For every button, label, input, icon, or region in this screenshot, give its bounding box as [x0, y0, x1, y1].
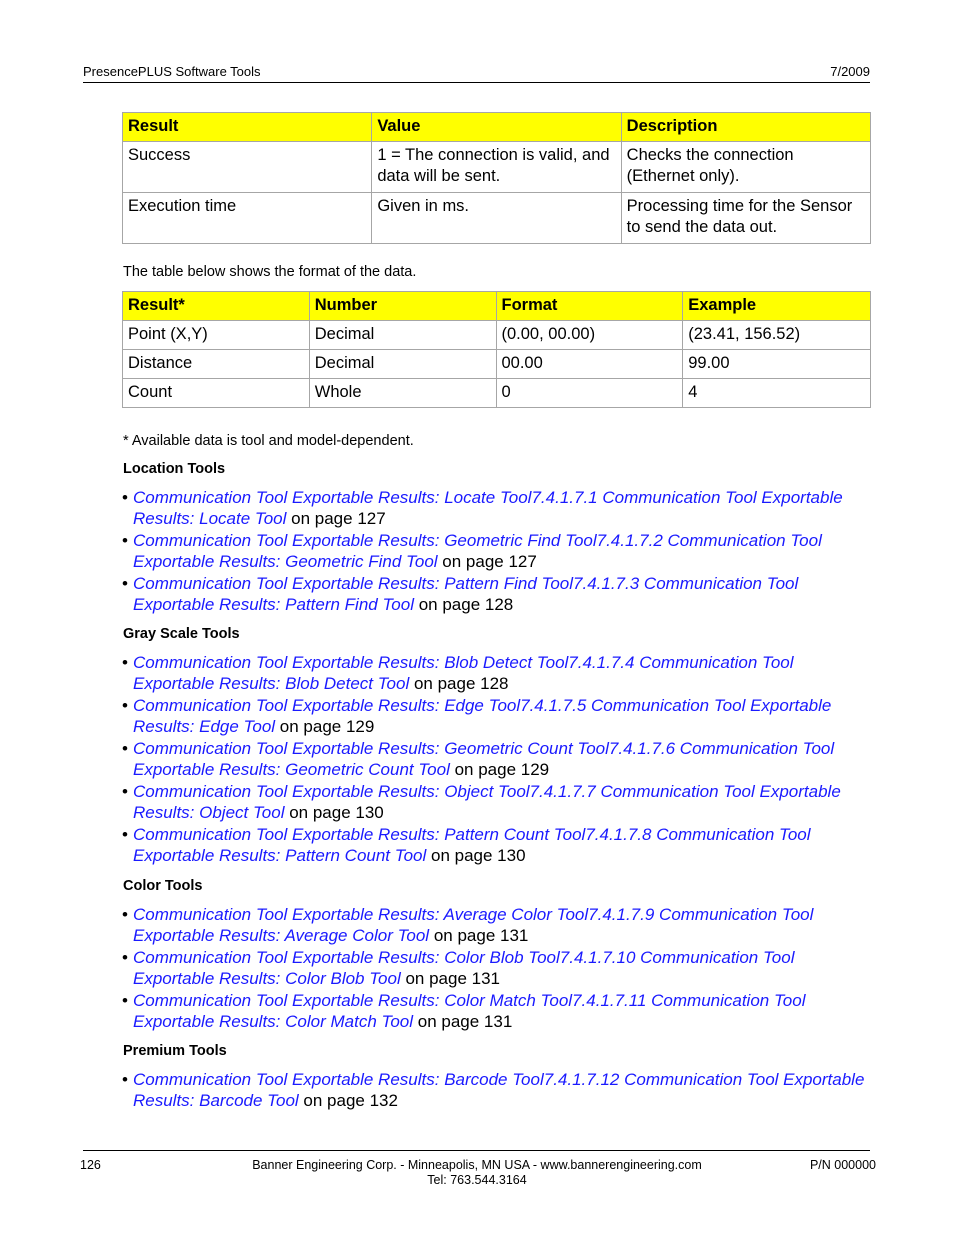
table-cell: 1 = The connection is valid, and data will be sent. — [372, 142, 621, 193]
cross-reference-link[interactable]: Communication Tool Exportable Results: Pattern Count Tool7.4.1.7.8 Communication Tool Exportable Results: Pattern Count Tool — [133, 825, 811, 865]
bullet: • — [122, 991, 128, 1010]
data-format-table — [122, 291, 871, 408]
table-row — [123, 142, 871, 193]
list-item — [122, 824, 874, 866]
page-reference: on page 130 — [284, 803, 384, 822]
cross-reference-link[interactable]: Communication Tool Exportable Results: Color Match Tool7.4.1.7.11 Communication Tool Exportable Results: Color Match Tool — [133, 991, 806, 1031]
section-heading-color-tools: Color Tools — [123, 878, 203, 894]
cross-reference-link[interactable]: Communication Tool Exportable Results: Blob Detect Tool7.4.1.7.4 Communication Tool Exportable Results: Blob Detect Tool — [133, 653, 794, 693]
table-row — [123, 321, 871, 350]
cross-reference-link[interactable]: Communication Tool Exportable Results: Color Blob Tool7.4.1.7.10 Communication Tool Exportable Results: Color Blob Tool — [133, 948, 795, 988]
table-row — [123, 379, 871, 408]
bullet: • — [122, 905, 128, 924]
result-table — [122, 112, 871, 244]
gray-scale-tools-list — [122, 652, 874, 867]
page-reference: on page 130 — [426, 846, 526, 865]
bullet: • — [122, 825, 128, 844]
bullet: • — [122, 1070, 128, 1089]
list-item — [122, 781, 874, 823]
table-cell: Distance — [123, 350, 310, 379]
table-cell: Count — [123, 379, 310, 408]
footnote: * Available data is tool and model-dependent. — [123, 433, 414, 449]
list-item — [122, 947, 874, 989]
bullet: • — [122, 488, 128, 507]
section-heading-premium-tools: Premium Tools — [123, 1043, 227, 1059]
table-cell: 4 — [683, 379, 871, 408]
page-reference: on page 129 — [275, 717, 375, 736]
list-item — [122, 695, 874, 737]
cross-reference-link[interactable]: Communication Tool Exportable Results: Pattern Find Tool7.4.1.7.3 Communication Tool Exportable Results: Pattern Find Tool — [133, 574, 799, 614]
section-heading-location-tools: Location Tools — [123, 461, 226, 477]
cross-reference-link[interactable]: Communication Tool Exportable Results: Object Tool7.4.1.7.7 Communication Tool Exportable Results: Object Tool — [133, 782, 841, 822]
table-cell: Whole — [309, 379, 496, 408]
table-cell: 00.00 — [496, 350, 683, 379]
premium-tools-list — [122, 1069, 874, 1112]
table-cell: Given in ms. — [372, 193, 621, 244]
page-number: 126 — [80, 1158, 101, 1172]
page-reference: on page 127 — [286, 509, 386, 528]
list-item — [122, 652, 874, 694]
cross-reference-link[interactable]: Communication Tool Exportable Results: Locate Tool7.4.1.7.1 Communication Tool Exportable Results: Locate Tool — [133, 488, 843, 528]
table-header-row — [123, 113, 871, 142]
page-reference: on page 131 — [429, 926, 529, 945]
table-cell: (0.00, 00.00) — [496, 321, 683, 350]
cross-reference-link[interactable]: Communication Tool Exportable Results: Geometric Find Tool7.4.1.7.2 Communication Tool Exportable Results: Geometric Find Tool — [133, 531, 822, 571]
table-cell: Execution time — [123, 193, 372, 244]
table-header-cell: Description — [621, 113, 870, 142]
table-header-cell: Value — [372, 113, 621, 142]
list-item — [122, 487, 874, 529]
table-cell: Checks the connection (Ethernet only). — [621, 142, 870, 193]
header-divider — [83, 82, 870, 83]
list-item — [122, 990, 874, 1032]
table-header-cell: Result — [123, 113, 372, 142]
table-header-cell: Format — [496, 292, 683, 321]
list-item — [122, 904, 874, 946]
table-row — [123, 350, 871, 379]
footer-contact — [200, 1158, 754, 1188]
bullet: • — [122, 696, 128, 715]
cross-reference-link[interactable]: Communication Tool Exportable Results: Average Color Tool7.4.1.7.9 Communication Tool Exportable Results: Average Color Tool — [133, 905, 814, 945]
page-reference: on page 131 — [413, 1012, 513, 1031]
footer-divider — [83, 1150, 870, 1151]
table-cell: 99.00 — [683, 350, 871, 379]
section-heading-gray-scale-tools: Gray Scale Tools — [123, 626, 240, 642]
table-header-cell: Result* — [123, 292, 310, 321]
list-item — [122, 573, 874, 615]
cross-reference-link[interactable]: Communication Tool Exportable Results: Edge Tool7.4.1.7.5 Communication Tool Exportable Results: Edge Tool — [133, 696, 832, 736]
bullet: • — [122, 574, 128, 593]
page-reference: on page 132 — [298, 1091, 398, 1110]
footer-phone-line: Tel: 763.544.3164 — [427, 1173, 527, 1187]
table-cell: Processing time for the Sensor to send the data out. — [621, 193, 870, 244]
footer-company-line: Banner Engineering Corp. - Minneapolis, MN USA - www.bannerengineering.com — [252, 1158, 702, 1172]
cross-reference-link[interactable]: Communication Tool Exportable Results: Barcode Tool7.4.1.7.12 Communication Tool Exportable Results: Barcode Tool — [133, 1070, 865, 1110]
page-reference: on page 131 — [400, 969, 500, 988]
table-cell: (23.41, 156.52) — [683, 321, 871, 350]
table-cell: 0 — [496, 379, 683, 408]
table-cell: Decimal — [309, 350, 496, 379]
bullet: • — [122, 739, 128, 758]
bullet: • — [122, 782, 128, 801]
page-reference: on page 128 — [409, 674, 509, 693]
table-row — [123, 193, 871, 244]
part-number: P/N 000000 — [809, 1158, 876, 1172]
list-item — [122, 738, 874, 780]
table-header-cell: Example — [683, 292, 871, 321]
table-header-row — [123, 292, 871, 321]
table-cell: Decimal — [309, 321, 496, 350]
color-tools-list — [122, 904, 874, 1033]
page-reference: on page 129 — [449, 760, 550, 779]
bullet: • — [122, 653, 128, 672]
table-cell: Point (X,Y) — [123, 321, 310, 350]
cross-reference-link[interactable]: Communication Tool Exportable Results: Geometric Count Tool7.4.1.7.6 Communication Tool Exportable Results: Geometric Count Tool — [133, 739, 835, 779]
table-header-cell: Number — [309, 292, 496, 321]
page-reference: on page 128 — [413, 595, 514, 614]
bullet: • — [122, 531, 128, 550]
page-reference: on page 127 — [437, 552, 537, 571]
list-item — [122, 1069, 874, 1111]
location-tools-list — [122, 487, 874, 616]
intro-text: The table below shows the format of the data. — [123, 264, 417, 280]
header-title: PresencePLUS Software Tools — [83, 64, 261, 79]
bullet: • — [122, 948, 128, 967]
list-item — [122, 530, 874, 572]
table-cell: Success — [123, 142, 372, 193]
header-date: 7/2009 — [830, 64, 870, 79]
